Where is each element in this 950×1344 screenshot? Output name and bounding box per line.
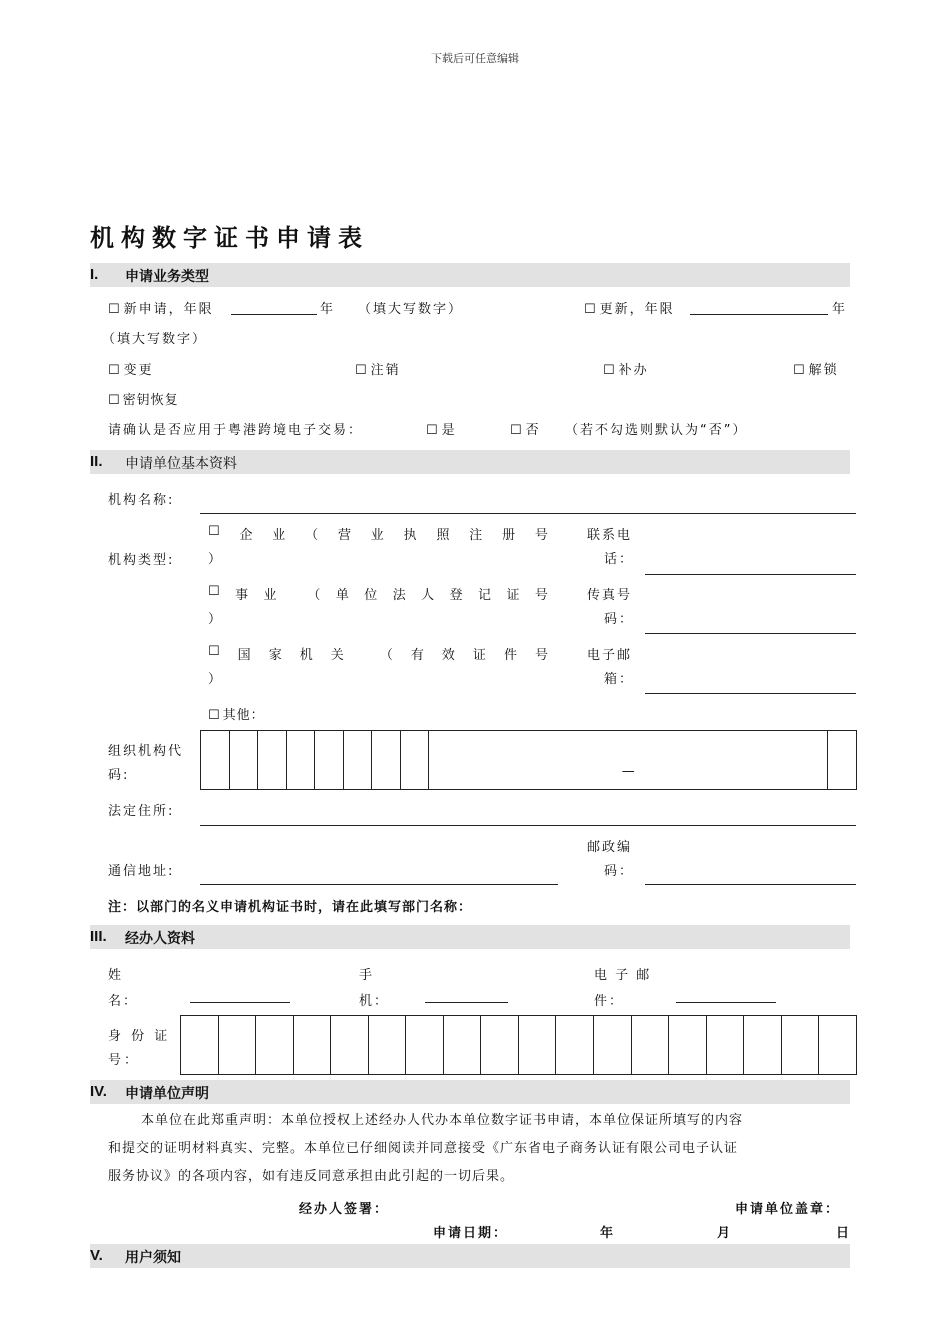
section-label: 申请业务类型: [125, 269, 209, 285]
type-char: 登: [449, 588, 463, 603]
header-note: 下载后可任意编辑: [431, 52, 519, 65]
id-cell[interactable]: [368, 1016, 406, 1075]
org-code-cell[interactable]: [315, 731, 344, 790]
section-number: IV.: [90, 1083, 107, 1100]
id-cell[interactable]: [556, 1016, 594, 1075]
id-cell[interactable]: [819, 1016, 857, 1075]
org-code-dash: —: [621, 764, 635, 779]
type-char: 业: [370, 528, 384, 543]
agent-mobile-label-line1: 手: [359, 968, 375, 983]
id-cell[interactable]: [181, 1016, 219, 1075]
type-char: 号: [534, 588, 548, 603]
org-code-cell[interactable]: [201, 731, 230, 790]
org-name-field[interactable]: [200, 513, 856, 514]
renew-option[interactable]: [584, 298, 675, 317]
type-char: 效: [441, 648, 455, 663]
yes-label: 是: [441, 423, 457, 438]
section-label: 经办人资料: [125, 931, 195, 947]
type-char: 人: [421, 588, 435, 603]
type-char: 关: [330, 648, 344, 663]
change-option[interactable]: [108, 359, 154, 378]
fax-label-line1: 传真号: [587, 588, 633, 603]
checkbox-icon[interactable]: ☐: [355, 363, 369, 378]
checkbox-icon[interactable]: ☐: [208, 584, 220, 599]
type-char: 号: [534, 528, 548, 543]
mailing-address-label: 通信地址:: [108, 864, 175, 879]
mailing-address-field[interactable]: [200, 884, 558, 885]
date-month-label: 月: [717, 1226, 733, 1241]
new-application-label: 新申请，年限: [123, 302, 214, 317]
fax-label-line2: 码：: [604, 612, 635, 627]
other-label: 其他：: [222, 708, 265, 723]
application-date-label: 申请日期：: [433, 1226, 509, 1241]
type-char: 执: [403, 528, 417, 543]
org-name-label: 机构名称:: [108, 493, 175, 508]
agent-email-label-line2: 件：: [594, 994, 625, 1009]
agent-mobile-label-line2: 机：: [359, 994, 390, 1009]
org-code-cell[interactable]: [229, 731, 258, 790]
declaration-text: [108, 1107, 858, 1191]
department-note: 注：以部门的名义申请机构证书时，请在此填写部门名称：: [108, 900, 473, 915]
org-type-label: 机构类型:: [108, 553, 175, 568]
company-seal-label: 申请单位盖章：: [735, 1202, 841, 1217]
id-cell[interactable]: [218, 1016, 256, 1075]
org-code-cell[interactable]: [429, 731, 828, 790]
type-char: 册: [502, 528, 516, 543]
type-char: 单: [335, 588, 349, 603]
type-char: 业: [272, 528, 286, 543]
postcode-label-line1: 邮政编: [587, 840, 633, 855]
id-cell[interactable]: [669, 1016, 707, 1075]
section-number: V.: [90, 1247, 103, 1264]
type-char: 国: [237, 648, 251, 663]
id-cell[interactable]: [256, 1016, 294, 1075]
section-number: III.: [90, 928, 107, 945]
fax-field[interactable]: [645, 633, 856, 634]
type-char: 件: [503, 648, 517, 663]
agent-name-label-line1: 姓: [108, 968, 124, 983]
cancel-label: 注销: [370, 363, 401, 378]
checkbox-icon[interactable]: ☐: [208, 708, 221, 723]
agent-signature-label: 经办人签署：: [299, 1202, 390, 1217]
type-char: 事: [235, 588, 249, 603]
id-cell[interactable]: [481, 1016, 519, 1075]
type-char: 营: [337, 528, 351, 543]
section-number: I.: [90, 266, 99, 283]
org-code-cell[interactable]: [400, 731, 429, 790]
type-char: 证: [506, 588, 520, 603]
type-char: 家: [268, 648, 282, 663]
agent-name-field[interactable]: [190, 1002, 290, 1003]
form-title: 机构数字证书申请表: [90, 224, 369, 252]
type-close-paren: ）: [208, 672, 224, 687]
type-char: 记: [478, 588, 492, 603]
id-cell[interactable]: [744, 1016, 782, 1075]
type-char: 证: [472, 648, 486, 663]
unlock-label: 解锁: [808, 363, 839, 378]
type-char: （: [305, 528, 319, 543]
id-cell[interactable]: [331, 1016, 369, 1075]
declaration-line: 服务协议》的各项内容，如有违反同意承担由此引起的一切后果。: [108, 1169, 515, 1184]
section-header-1: [90, 263, 850, 287]
crossborder-yes-option[interactable]: [426, 419, 457, 438]
checkbox-icon[interactable]: ☐: [208, 644, 220, 659]
legal-address-field[interactable]: [200, 825, 856, 826]
agent-id-grid: [180, 1015, 857, 1075]
id-cell[interactable]: [594, 1016, 632, 1075]
renew-years-unit: 年: [832, 302, 848, 317]
agent-id-label-line2: 号：: [108, 1053, 141, 1068]
type-char: 照: [436, 528, 450, 543]
type-char: 企: [239, 528, 253, 543]
id-cell[interactable]: [631, 1016, 669, 1075]
checkbox-icon[interactable]: ☐: [208, 524, 220, 539]
id-cell[interactable]: [518, 1016, 556, 1075]
key-recovery-option[interactable]: [108, 389, 179, 408]
org-type-other[interactable]: [208, 704, 265, 723]
declaration-line: 本单位在此郑重声明：本单位授权上述经办人代办本单位数字证书申请，本单位保证所填写的内容: [141, 1113, 744, 1128]
org-type-institution[interactable]: [208, 584, 548, 603]
checkbox-icon[interactable]: ☐: [510, 423, 524, 438]
org-type-enterprise[interactable]: [208, 524, 548, 543]
new-application-option[interactable]: [108, 298, 214, 317]
phone-label-line1: 联系电: [587, 528, 633, 543]
agent-email-label-line1: 电 子 邮: [594, 968, 652, 983]
id-cell[interactable]: [293, 1016, 331, 1075]
org-code-label-line1: 组织机构代: [108, 744, 184, 759]
section-label: 申请单位基本资料: [125, 456, 237, 472]
postcode-label-line2: 码：: [604, 864, 635, 879]
checkbox-icon[interactable]: ☐: [603, 363, 617, 378]
org-email-field[interactable]: [645, 693, 856, 694]
crossborder-no-option[interactable]: [510, 419, 541, 438]
new-years-field[interactable]: [231, 314, 317, 315]
declaration-line: 和提交的证明材料真实、完整。本单位已仔细阅读并同意接受《广东省电子商务认证有限公司电子认证: [108, 1141, 739, 1156]
section-header-4: [90, 1080, 850, 1104]
cancel-option[interactable]: [355, 359, 401, 378]
phone-label-line2: 话：: [604, 552, 635, 567]
type-char: 号: [534, 648, 548, 663]
type-close-paren: ）: [208, 552, 224, 567]
type-char: 业: [263, 588, 277, 603]
type-char: 机: [299, 648, 313, 663]
checkbox-icon[interactable]: ☐: [793, 363, 807, 378]
checkbox-icon[interactable]: ☐: [108, 363, 122, 378]
org-code-cell[interactable]: [286, 731, 315, 790]
agent-mobile-field[interactable]: [425, 1002, 508, 1003]
id-cell[interactable]: [406, 1016, 444, 1075]
id-cell[interactable]: [443, 1016, 481, 1075]
reissue-label: 补办: [618, 363, 649, 378]
postcode-field[interactable]: [645, 884, 856, 885]
key-recovery-label: 密钥恢复: [122, 393, 179, 408]
type-char: 法: [392, 588, 406, 603]
org-code-label-line2: 码:: [108, 768, 130, 783]
org-code-cell[interactable]: [828, 731, 857, 790]
id-cell[interactable]: [781, 1016, 819, 1075]
section-number: II.: [90, 453, 103, 470]
section-label: 用户须知: [125, 1250, 181, 1266]
unlock-option[interactable]: [793, 359, 839, 378]
org-code-grid: [200, 730, 857, 790]
type-char: 位: [364, 588, 378, 603]
renew-years-field[interactable]: [690, 314, 828, 315]
id-cell[interactable]: [706, 1016, 744, 1075]
org-type-government[interactable]: [208, 644, 548, 663]
renew-label: 更新，年限: [599, 302, 675, 317]
checkbox-icon[interactable]: ☐: [108, 393, 121, 408]
section-header-2: [90, 450, 850, 474]
org-code-cell[interactable]: [372, 731, 401, 790]
new-years-unit: 年: [320, 302, 336, 317]
renew-years-hint: （填大写数字）: [102, 332, 208, 347]
no-label: 否: [525, 423, 541, 438]
type-char: （: [379, 648, 393, 663]
phone-field[interactable]: [645, 574, 856, 575]
default-note: （若不勾选则默认为“否”）: [565, 423, 748, 438]
date-year-label: 年: [600, 1226, 616, 1241]
org-email-label-line2: 箱：: [604, 672, 635, 687]
type-char: 有: [410, 648, 424, 663]
change-label: 变更: [123, 363, 154, 378]
section-header-5: [90, 1244, 850, 1268]
new-years-hint: （填大写数字）: [358, 302, 464, 317]
section-header-3: [90, 925, 850, 949]
date-day-label: 日: [836, 1226, 852, 1241]
agent-id-label-line1: 身 份 证: [108, 1029, 171, 1044]
type-close-paren: ）: [208, 612, 224, 627]
type-char: （: [307, 588, 321, 603]
legal-address-label: 法定住所:: [108, 804, 175, 819]
section-label: 申请单位声明: [125, 1086, 209, 1102]
reissue-option[interactable]: [603, 359, 649, 378]
agent-name-label-line2: 名：: [108, 994, 139, 1009]
org-code-cell[interactable]: [258, 731, 287, 790]
checkbox-icon[interactable]: ☐: [584, 302, 598, 317]
checkbox-icon[interactable]: ☐: [108, 302, 122, 317]
org-code-cell[interactable]: [343, 731, 372, 790]
agent-email-field[interactable]: [676, 1002, 776, 1003]
type-char: 注: [469, 528, 483, 543]
org-email-label-line1: 电子邮: [587, 648, 633, 663]
crossborder-question: 请确认是否应用于粤港跨境电子交易：: [108, 423, 364, 438]
checkbox-icon[interactable]: ☐: [426, 423, 440, 438]
